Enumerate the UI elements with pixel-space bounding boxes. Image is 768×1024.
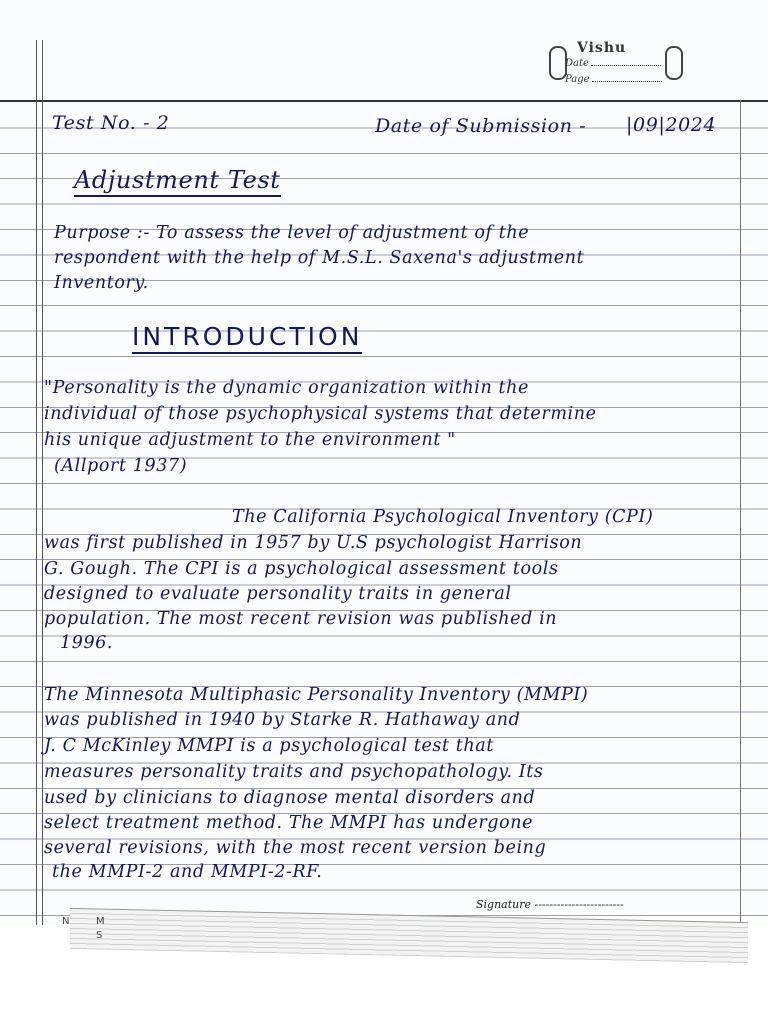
binding-char: M [96, 916, 105, 927]
purpose-line: Purpose :- To assess the level of adjustment of the [54, 223, 530, 243]
mmpi-line: select treatment method. The MMPI has undergone [44, 813, 534, 833]
brand-name: Vishu [577, 40, 627, 56]
test-number: Test No. - 2 [52, 112, 170, 134]
mmpi-line: J. C McKinley MMPI is a psychological test that [44, 736, 494, 756]
margin-line-inner [42, 40, 43, 925]
mmpi-line: the MMPI-2 and MMPI-2-RF. [52, 862, 323, 882]
purpose-line: Inventory. [54, 273, 149, 293]
quote-line: "Personality is the dynamic organization within the [44, 378, 529, 398]
signature-label: Signature [476, 898, 532, 911]
page-title: Adjustment Test [74, 166, 281, 197]
date-of-submission-label: Date of Submission - [375, 115, 587, 137]
cpi-line: G. Gough. The CPI is a psychological assessment tools [44, 559, 559, 579]
brand-ornament-right [665, 46, 683, 80]
binding-marks [62, 915, 105, 943]
quote-line: his unique adjustment to the environment " [44, 430, 456, 450]
brand-date-label: Date [565, 58, 589, 69]
quote-citation: (Allport 1937) [54, 456, 188, 476]
brand-stamp [545, 40, 683, 92]
cpi-line: The California Psychological Inventory (CPI) [232, 507, 654, 527]
top-rule [0, 100, 768, 102]
margin-line-outer [36, 40, 37, 925]
right-margin-line [740, 100, 741, 925]
introduction-heading: INTRODUCTION [132, 322, 362, 354]
quote-line: individual of those psychophysical systems that determine [44, 404, 597, 424]
mmpi-line: several revisions, with the most recent version being [44, 838, 547, 858]
binding-char: N [62, 916, 70, 927]
cpi-line: 1996. [60, 633, 114, 653]
date-of-submission-value: |09|2024 [626, 114, 717, 136]
brand-date-field [565, 58, 661, 69]
cpi-line: population. The most recent revision was published in [44, 609, 558, 629]
cpi-line: was first published in 1957 by U.S psychologist Harrison [44, 533, 583, 553]
mmpi-line: was published in 1940 by Starke R. Hathaway and [44, 710, 521, 730]
cpi-line: designed to evaluate personality traits in general [44, 584, 512, 604]
purpose-line: respondent with the help of M.S.L. Saxena's adjustment [54, 248, 585, 268]
brand-page-field [565, 74, 662, 85]
signature-field [476, 898, 624, 911]
signature-line: ------------------------ [534, 898, 624, 911]
mmpi-line: measures personality traits and psychopathology. Its [44, 762, 544, 782]
brand-page-label: Page [565, 74, 590, 85]
binding-char: S [96, 930, 103, 941]
mmpi-line: used by clinicians to diagnose mental disorders and [44, 788, 536, 808]
mmpi-line: The Minnesota Multiphasic Personality Inventory (MMPI) [44, 685, 589, 705]
